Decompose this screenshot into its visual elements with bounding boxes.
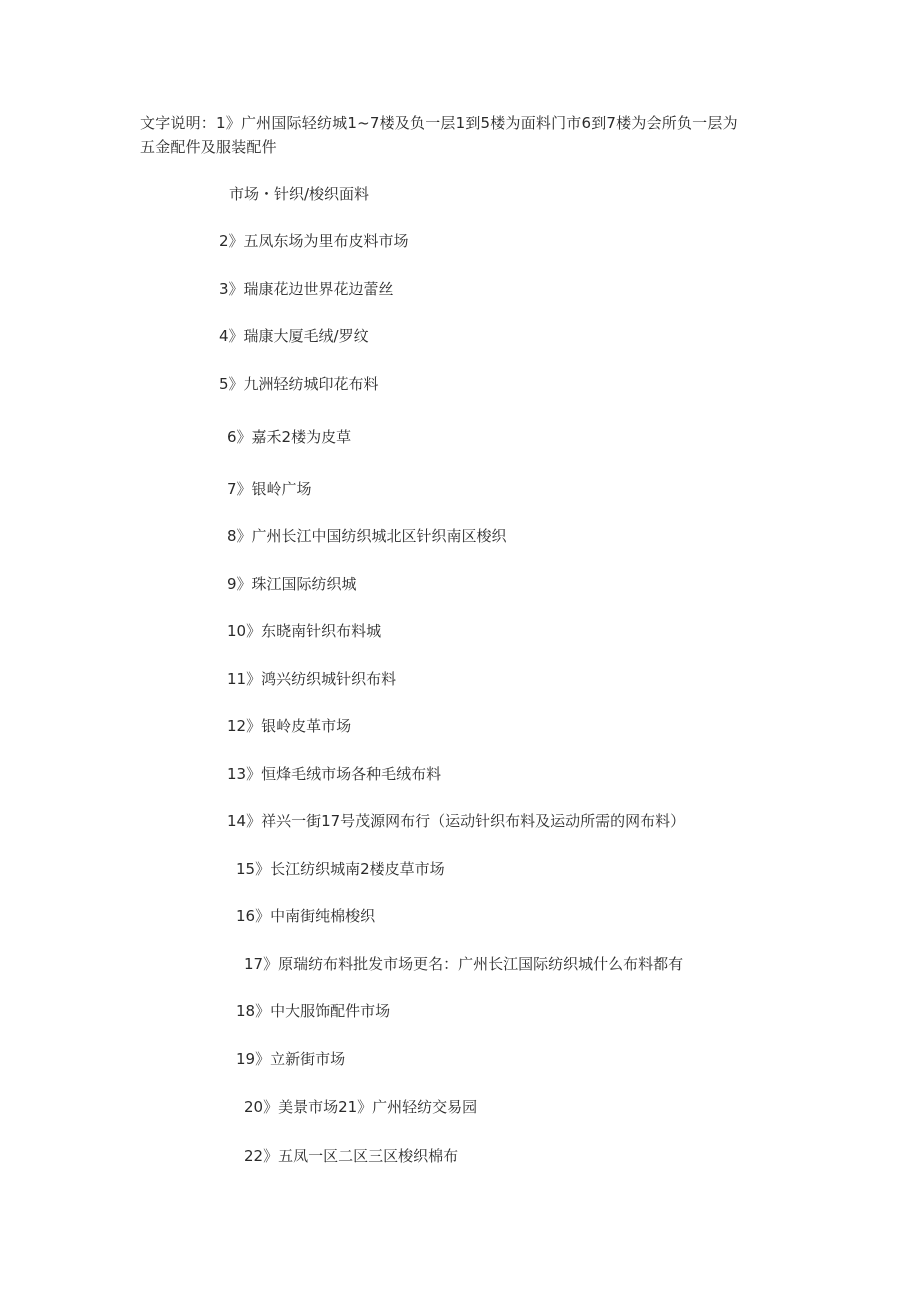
list-item: 市场・针织/梭织面料 [229, 185, 370, 203]
list-item: 20》美景市场21》广州轻纺交易园 [244, 1098, 478, 1116]
list-item: 6》嘉禾2楼为皮草 [227, 428, 352, 446]
list-item: 17》原瑞纺布料批发市场更名：广州长江国际纺织城什么布料都有 [244, 955, 684, 973]
list-item: 5》九洲轻纺城印花布料 [219, 375, 379, 393]
intro-line-2: 五金配件及服装配件 [140, 138, 277, 156]
list-item: 15》长江纺织城南2楼皮草市场 [236, 860, 445, 878]
list-item: 7》银岭广场 [227, 480, 312, 498]
list-item: 22》五凤一区二区三区梭织棉布 [244, 1147, 459, 1165]
list-item: 8》广州长江中国纺织城北区针织南区梭织 [227, 527, 507, 545]
list-item: 4》瑞康大厦毛绒/罗纹 [219, 327, 369, 345]
intro-paragraph [140, 111, 800, 159]
list-item: 16》中南街纯棉梭织 [236, 907, 376, 925]
list-item: 12》银岭皮革市场 [227, 717, 352, 735]
list-item: 14》祥兴一街17号茂源网布行（运动针织布料及运动所需的网布料） [227, 812, 686, 830]
list-item: 13》恒烽毛绒市场各种毛绒布料 [227, 765, 442, 783]
list-item: 2》五凤东场为里布皮料市场 [219, 232, 409, 250]
list-item: 19》立新街市场 [236, 1050, 346, 1068]
intro-line-1: 文字说明：1》广州国际轻纺城1~7楼及负一层1到5楼为面料门市6到7楼为会所负一层为 [140, 114, 738, 132]
list-item: 11》鸿兴纺织城针织布料 [227, 670, 397, 688]
list-item: 3》瑞康花边世界花边蕾丝 [219, 280, 394, 298]
list-item: 10》东晓南针织布料城 [227, 622, 382, 640]
list-item: 9》珠江国际纺织城 [227, 575, 357, 593]
list-item: 18》中大服饰配件市场 [236, 1002, 391, 1020]
